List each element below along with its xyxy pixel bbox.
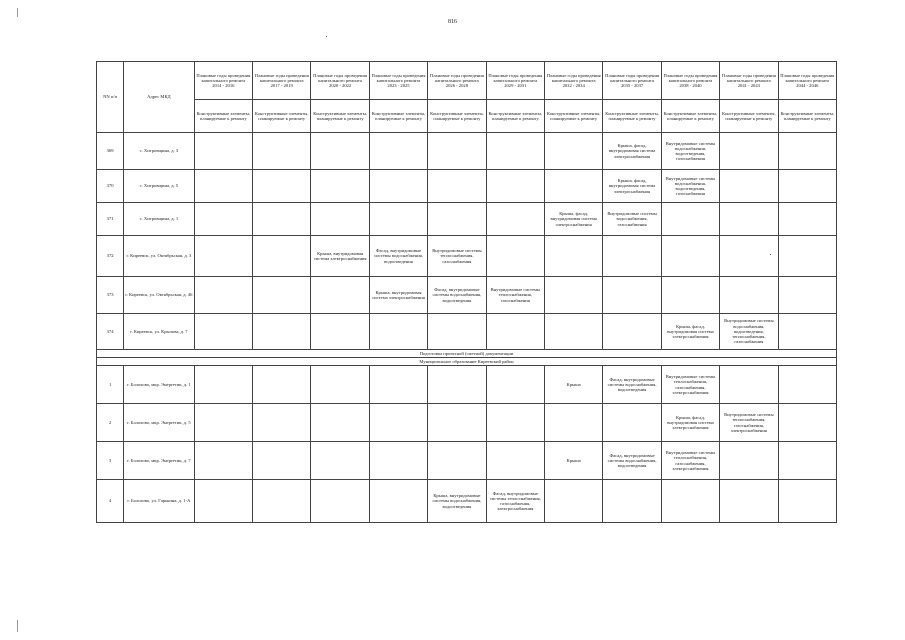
repair-cell (253, 480, 311, 523)
elements-header: Конструктивные элементы, планируемые к ремонту (603, 100, 661, 133)
repair-cell (486, 404, 544, 442)
repair-cell (369, 366, 427, 404)
repair-cell (544, 480, 602, 523)
repair-cell (369, 480, 427, 523)
repair-cell (778, 133, 836, 170)
repair-cell (253, 170, 311, 203)
repair-cell (311, 314, 369, 350)
repair-cell (603, 404, 661, 442)
repair-cell (194, 133, 252, 170)
num-header: NN п/п (97, 62, 124, 133)
municipality-row (97, 358, 837, 366)
table-body-design (97, 366, 837, 523)
repair-cell (720, 442, 778, 480)
table-row (97, 170, 837, 203)
repair-cell (778, 480, 836, 523)
repair-cell: Фасад, внутридомовые системы теплоснабжения, газоснабжения, электроснабжения (486, 480, 544, 523)
table-row (97, 442, 837, 480)
repair-cell (603, 314, 661, 350)
elements-header: Конструктивные элементы, планируемые к ремонту (486, 100, 544, 133)
repair-cell: Крыша, фасад, внутридомовая система электроснабжения (661, 314, 719, 350)
elements-header: Конструктивные элементы, планируемые к ремонту (253, 100, 311, 133)
repair-cell (486, 442, 544, 480)
row-number: 1 (97, 366, 124, 404)
municipality-title: Муниципальное образование Киреевский район (97, 358, 837, 366)
period-header: Плановые годы проведения капитального ремонта 2041 - 2043 (720, 62, 778, 100)
repair-cell (194, 404, 252, 442)
repair-cell (253, 133, 311, 170)
repair-cell (661, 480, 719, 523)
repair-cell: Фасад, внутридомовые системы водоснабжения, водоотведения (603, 442, 661, 480)
elements-header: Конструктивные элементы, планируемые к ремонту (194, 100, 252, 133)
repair-cell: Фасад, внутридомовые системы водоснабжения, водоотведения (428, 277, 486, 314)
repair-cell: Крыша, внутридомовая система электроснабжения (369, 277, 427, 314)
repair-cell (311, 170, 369, 203)
elements-header: Конструктивные элементы, планируемые к ремонту (369, 100, 427, 133)
repair-cell (311, 277, 369, 314)
row-address: с. Хитровщина, д. 5 (124, 170, 194, 203)
section-title: Подготовка проектной (сметной) документации (97, 350, 837, 358)
repair-cell: Внутридомовые системы теплоснабжения, газоснабжения (486, 277, 544, 314)
repair-schedule-table (96, 61, 837, 523)
repair-cell (428, 366, 486, 404)
repair-cell (778, 203, 836, 236)
repair-cell (720, 277, 778, 314)
repair-cell (603, 480, 661, 523)
repair-cell (720, 480, 778, 523)
repair-cell: Крыша, фасад, внутридомовая система электроснабжения (603, 133, 661, 170)
row-number: 370 (97, 170, 124, 203)
period-header: Плановые годы проведения капитального ремонта 2044 - 2046 (778, 62, 836, 100)
table-row (97, 203, 837, 236)
period-header: Плановые годы проведения капитального ремонта 2029 - 2031 (486, 62, 544, 100)
repair-cell: Внутридомовые системы водоснабжения, газоснабжения (603, 203, 661, 236)
scan-mark (17, 8, 18, 17)
repair-cell (311, 480, 369, 523)
table-row (97, 404, 837, 442)
table-row (97, 236, 837, 277)
table-row (97, 366, 837, 404)
elements-header: Конструктивные элементы, планируемые к ремонту (311, 100, 369, 133)
repair-cell (311, 133, 369, 170)
repair-cell (369, 170, 427, 203)
repair-cell: Внутридомовые системы теплоснабжения, газоснабжения (428, 236, 486, 277)
scan-mark (17, 620, 18, 632)
repair-cell: Внутридомовые системы теплоснабжения, газоснабжения, электроснабжения (661, 366, 719, 404)
repair-cell (778, 277, 836, 314)
period-header: Плановые годы проведения капитального ремонта 2026 - 2028 (428, 62, 486, 100)
repair-cell (369, 442, 427, 480)
page-number: 816 (448, 19, 457, 25)
row-address: г. Болохово, ул. Гарькина, д. 1-А (124, 480, 194, 523)
table-row (97, 277, 837, 314)
repair-cell: Фасад, внутридомовые системы водоснабжения, водоотведения (369, 236, 427, 277)
repair-cell (311, 404, 369, 442)
repair-cell (194, 442, 252, 480)
repair-cell (486, 314, 544, 350)
row-address: г. Болохово, мкр. Энергетик, д. 1 (124, 366, 194, 404)
header-row-periods (97, 62, 837, 100)
repair-cell: Внутридомовые системы теплоснабжения, газоснабжения, электроснабжения (661, 442, 719, 480)
row-number: 4 (97, 480, 124, 523)
repair-cell: Внутридомовые системы водоснабжения, водоотведения, газоснабжения (661, 170, 719, 203)
repair-cell (603, 236, 661, 277)
repair-cell (486, 366, 544, 404)
repair-cell (544, 277, 602, 314)
row-address: г. Киреевск, ул. Крылова, д. 7 (124, 314, 194, 350)
repair-cell (369, 133, 427, 170)
period-header: Плановые годы проведения капитального ремонта 2014 - 2016 (194, 62, 252, 100)
repair-cell (544, 133, 602, 170)
repair-cell (194, 277, 252, 314)
repair-cell (486, 236, 544, 277)
repair-cell (369, 404, 427, 442)
repair-cell (253, 442, 311, 480)
repair-cell (720, 133, 778, 170)
repair-cell (720, 236, 778, 277)
repair-cell (194, 366, 252, 404)
elements-header: Конструктивные элементы, планируемые к ремонту (544, 100, 602, 133)
repair-cell (428, 170, 486, 203)
repair-cell (428, 442, 486, 480)
row-number: 372 (97, 236, 124, 277)
repair-cell: Внутридомовые системы водоснабжения, водоотведения, газоснабжения (661, 133, 719, 170)
repair-cell: Крыша (544, 442, 602, 480)
repair-cell: Крыша, фасад, внутридомовая система электроснабжения (603, 170, 661, 203)
repair-cell (486, 203, 544, 236)
repair-cell: Крыша, фасад, внутридомовая система электроснабжения (661, 404, 719, 442)
period-header: Плановые годы проведения капитального ремонта 2032 - 2034 (544, 62, 602, 100)
repair-cell: Крыша, внутридомовая система электроснабжения (311, 236, 369, 277)
period-header: Плановые годы проведения капитального ремонта 2023 - 2025 (369, 62, 427, 100)
repair-cell (311, 203, 369, 236)
repair-cell (778, 366, 836, 404)
table-row (97, 133, 837, 170)
repair-cell (661, 203, 719, 236)
period-header: Плановые годы проведения капитального ремонта 2038 - 2040 (661, 62, 719, 100)
repair-cell (194, 203, 252, 236)
repair-cell: Крыша, фасад, внутридомовая система электроснабжения (544, 203, 602, 236)
repair-cell (253, 203, 311, 236)
repair-cell (778, 170, 836, 203)
row-address: с. Хитровщина, д. 1 (124, 203, 194, 236)
repair-cell (778, 236, 836, 277)
repair-cell (428, 203, 486, 236)
row-address: г. Киреевск, ул. Октябрьская, д. 3 (124, 236, 194, 277)
row-number: 369 (97, 133, 124, 170)
table-body-mkd (97, 133, 837, 350)
row-number: 374 (97, 314, 124, 350)
repair-cell: Внутридомовые системы теплоснабжения, газоснабжения, электроснабжения (720, 404, 778, 442)
repair-cell (661, 236, 719, 277)
scan-mark (770, 254, 771, 255)
repair-cell (720, 170, 778, 203)
repair-cell (428, 133, 486, 170)
repair-cell (253, 277, 311, 314)
repair-cell (253, 236, 311, 277)
repair-cell: Фасад, внутридомовые системы водоснабжения, водоотведения (603, 366, 661, 404)
repair-cell (603, 277, 661, 314)
repair-cell: Крыша, внутридомовые системы водоснабжения, водоотведения (428, 480, 486, 523)
period-header: Плановые годы проведения капитального ремонта 2035 - 2037 (603, 62, 661, 100)
repair-cell (486, 133, 544, 170)
repair-cell (194, 236, 252, 277)
repair-cell (253, 366, 311, 404)
repair-cell: Крыша (544, 366, 602, 404)
table-body-sections (97, 350, 837, 366)
repair-cell (311, 442, 369, 480)
repair-cell (544, 314, 602, 350)
repair-cell (253, 404, 311, 442)
period-header: Плановые годы проведения капитального ремонта 2020 - 2022 (311, 62, 369, 100)
table-row (97, 480, 837, 523)
section-row (97, 350, 837, 358)
row-number: 373 (97, 277, 124, 314)
row-address: г. Киреевск, ул. Октябрьская, д. 46 (124, 277, 194, 314)
repair-cell (428, 404, 486, 442)
repair-cell (778, 314, 836, 350)
repair-cell (428, 314, 486, 350)
repair-cell (369, 203, 427, 236)
repair-cell (194, 314, 252, 350)
row-address: г. Болохово, мкр. Энергетик, д. 5 (124, 404, 194, 442)
repair-cell (253, 314, 311, 350)
elements-header: Конструктивные элементы, планируемые к ремонту (661, 100, 719, 133)
repair-cell (194, 170, 252, 203)
address-header: Адрес МКД (124, 62, 194, 133)
repair-cell (544, 236, 602, 277)
table-row (97, 314, 837, 350)
row-number: 371 (97, 203, 124, 236)
elements-header: Конструктивные элементы, планируемые к ремонту (778, 100, 836, 133)
elements-header: Конструктивные элементы, планируемые к ремонту (428, 100, 486, 133)
elements-header: Конструктивные элементы, планируемые к ремонту (720, 100, 778, 133)
repair-cell (720, 366, 778, 404)
row-number: 2 (97, 404, 124, 442)
header-row-elements (97, 100, 837, 133)
row-number: 3 (97, 442, 124, 480)
repair-cell (486, 170, 544, 203)
repair-cell (544, 170, 602, 203)
repair-cell: Внутридомовые системы водоснабжения, водоотведения, теплоснабжения, газоснабжения (720, 314, 778, 350)
scan-mark (326, 36, 327, 37)
period-header: Плановые годы проведения капитального ремонта 2017 - 2019 (253, 62, 311, 100)
repair-cell (311, 366, 369, 404)
repair-cell (544, 404, 602, 442)
repair-cell (661, 277, 719, 314)
repair-cell (778, 404, 836, 442)
repair-cell (194, 480, 252, 523)
repair-cell (720, 203, 778, 236)
repair-cell (369, 314, 427, 350)
repair-cell (778, 442, 836, 480)
row-address: г. Болохово, мкр. Энергетик, д. 7 (124, 442, 194, 480)
row-address: с. Хитровщина, д. 3 (124, 133, 194, 170)
